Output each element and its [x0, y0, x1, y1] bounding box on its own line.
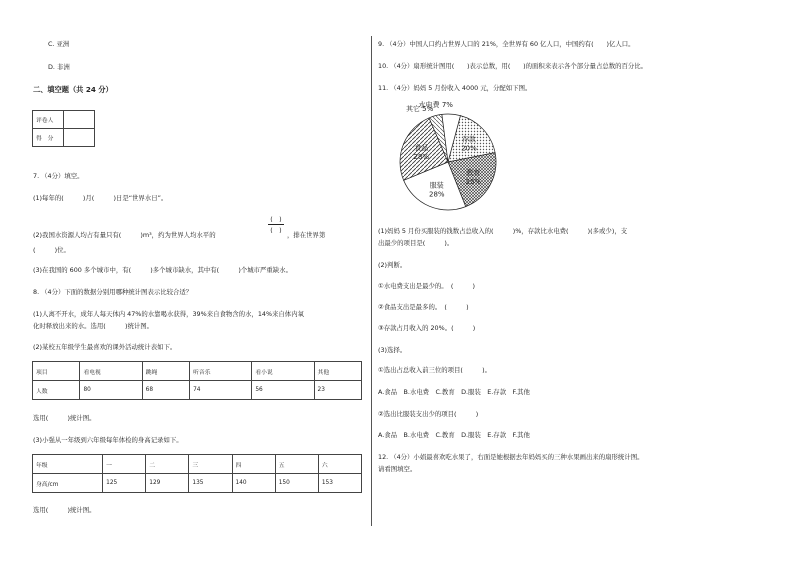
score-cell[interactable]	[64, 129, 95, 147]
table-cell: 人数	[33, 381, 80, 400]
table-cell: 听音乐	[190, 362, 252, 381]
pie-label-3: 28%	[413, 153, 430, 162]
table-cell: 140	[232, 474, 275, 493]
option-c: C. 亚洲	[48, 40, 70, 48]
table-cell: 跳绳	[142, 362, 189, 381]
judge-3: ③存款占月收入的 20%。( )	[378, 324, 476, 332]
table-cell: 二	[146, 455, 189, 474]
pie-label-1: 教育	[466, 168, 481, 177]
grader-label: 评卷人	[33, 111, 64, 129]
table-cell: 身高/cm	[33, 474, 103, 493]
q7-title: 7. （4分）填空。	[33, 172, 84, 180]
q8-part3: (3)小强从一年级到六年级每年体检的身高记录如下。	[33, 436, 183, 444]
q12a: 12. （4分）小娟最喜欢吃水果了，右面是她根据去年妈妈买的三种水果画出来的扇形统计图。	[378, 453, 644, 461]
height-table	[32, 454, 362, 493]
grader-cell[interactable]	[64, 111, 95, 129]
table-cell: 125	[103, 474, 146, 493]
fraction-bar	[268, 224, 284, 225]
table-row	[33, 362, 362, 381]
table-cell: 五	[275, 455, 318, 474]
fraction-numerator: ( )	[270, 215, 282, 223]
table-row	[33, 455, 362, 474]
q7-part3: (3)在我国的 600 多个城市中，有( )多个城市缺水，其中有( )个城市严重缺水。	[33, 266, 292, 274]
q7-part2c: ( )位。	[33, 246, 70, 254]
table-cell: 三	[189, 455, 232, 474]
q11-part3: (3)选择。	[378, 346, 407, 354]
table-cell: 项目	[33, 362, 80, 381]
q8-part1a: (1)人离不开水，成年人每天体内 47%的水靠喝水获得，39%来自食物含的水，14%来自体内氧	[33, 310, 304, 318]
q7-part2a: (2)我国水资源人均占有量只有( )m³，约为世界人均水平的	[33, 231, 216, 239]
select-1: ①选出占总收入前三位的项目( )。	[378, 366, 491, 374]
table-cell: 其他	[314, 362, 361, 381]
options-2: A.食品 B.水电费 C.教育 D.服装 E.存款 F.其他	[378, 431, 530, 439]
q11: 11. （4分）妈妈 5 月份收入 4000 元，分配如下图。	[378, 84, 532, 92]
activity-table	[32, 361, 362, 400]
q8-title: 8. （4分）下面的数据分别用哪种统计图表示比较合适？	[33, 288, 193, 296]
fraction-blank	[268, 215, 284, 234]
table-cell: 年级	[33, 455, 103, 474]
q12b: 请看图填空。	[378, 465, 417, 473]
table-cell: 135	[189, 474, 232, 493]
options-1: A.食品 B.水电费 C.教育 D.服装 E.存款 F.其他	[378, 388, 530, 396]
table-row	[33, 381, 362, 400]
select-2: ②选出比服装支出少的项目( )	[378, 410, 479, 418]
table-cell: 129	[146, 474, 189, 493]
pie-label-5: 水电费 7%	[418, 101, 453, 110]
fraction-denominator: ( )	[270, 226, 282, 234]
select-chart-2: 选用( )统计图。	[33, 506, 96, 514]
q11-part2: (2)判断。	[378, 261, 407, 269]
pie-label-2: 服装	[429, 181, 444, 190]
score-label: 得 分	[33, 129, 64, 147]
score-table	[32, 110, 95, 147]
table-cell: 68	[142, 381, 189, 400]
table-cell: 56	[252, 381, 314, 400]
table-cell: 153	[318, 474, 361, 493]
q11-part1b: 出最少的项目是( )。	[378, 239, 454, 247]
q7-part2b: ，排在世界第	[287, 231, 326, 239]
table-row	[33, 474, 362, 493]
q10: 10. （4分）扇形统计图用( )表示总数，用( )的面积来表示各个部分量占总数的百分比。	[378, 62, 648, 70]
table-cell: 23	[314, 381, 361, 400]
table-cell: 四	[232, 455, 275, 474]
table-cell: 看小说	[252, 362, 314, 381]
pie-label-3: 食品	[414, 144, 429, 153]
q9: 9. （4分）中国人口约占世界人口的 21%，全世界有 60 亿人口，中国约有( )亿人口。	[378, 40, 635, 48]
select-chart-1: 选用( )统计图。	[33, 414, 96, 422]
q8-part2: (2)某校五年级学生最喜欢的课外活动统计表如下。	[33, 343, 177, 351]
judge-1: ①水电费支出是最少的。 ( )	[378, 282, 475, 290]
option-d: D. 非洲	[48, 63, 70, 71]
q11-part1a: (1)妈妈 5 月份买服装的钱数占总收入的( )%，存款比水电费( )(多或少)，支	[378, 227, 628, 235]
table-cell: 80	[80, 381, 142, 400]
table-cell: 看电视	[80, 362, 142, 381]
pie-label-4: 其它 5%	[405, 105, 434, 113]
table-cell: 六	[318, 455, 361, 474]
table-cell: 一	[103, 455, 146, 474]
income-pie-chart	[368, 100, 508, 215]
q8-part1b: 化时释放出来的水。选用( )统计图。	[33, 322, 154, 330]
pie-label-0: 20%	[461, 144, 477, 153]
pie-label-1: 25%	[465, 177, 482, 186]
judge-2: ②食品支出是最多的。 ( )	[378, 303, 469, 311]
pie-label-0: 存款	[462, 135, 476, 144]
table-cell: 74	[190, 381, 252, 400]
q7-part1: (1)每年的( )月( )日是“世界水日”。	[33, 194, 168, 202]
pie-label-2: 28%	[429, 190, 445, 199]
table-cell: 150	[275, 474, 318, 493]
section-heading: 二、填空题（共 24 分）	[33, 85, 113, 94]
